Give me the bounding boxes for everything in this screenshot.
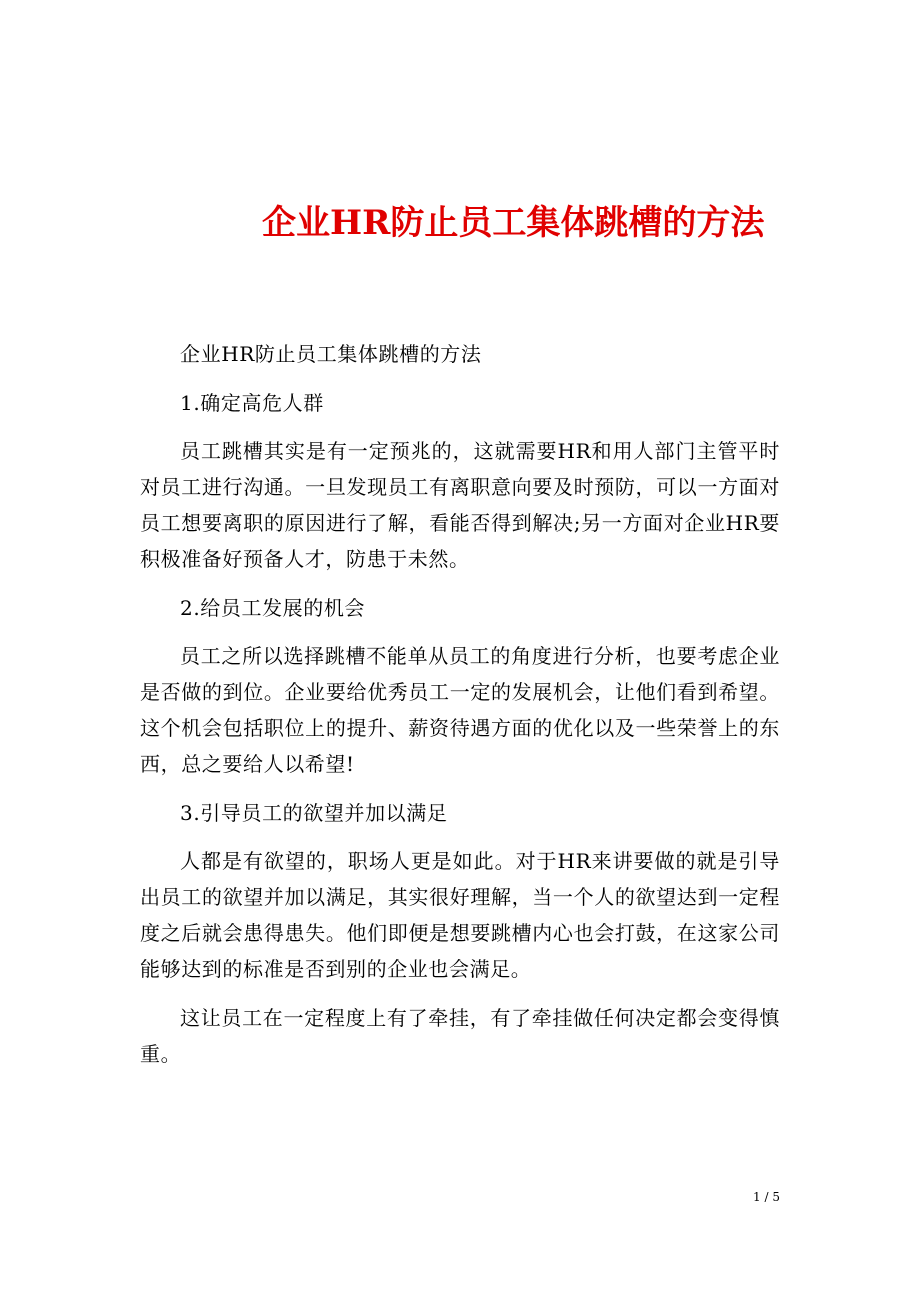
document-title: 企业HR防止员工集体跳槽的方法 (262, 203, 765, 243)
page-number: 1 / 5 (753, 1190, 780, 1204)
closing-paragraph: 这让员工在一定程度上有了牵挂，有了牵挂做任何决定都会变得慎重。 (140, 1005, 780, 1066)
section-heading-2: 2.给员工发展的机会 (180, 595, 366, 620)
section-paragraph-2: 员工之所以选择跳槽不能单从员工的角度进行分析，也要考虑企业是否做的到位。企业要给优秀员工一定的发展机会，让他们看到希望。这个机会包括职位上的提升、薪资待遇方面的优化以及一些荣誉上的东西，总之要给人以希望! (140, 644, 780, 776)
section-paragraph-3: 人都是有欲望的，职场人更是如此。对于HR来讲要做的就是引导出员工的欲望并加以满足，其实很好理解，当一个人的欲望达到一定程度之后就会患得患失。他们即便是想要跳槽内心也会打鼓，在这家公司能够达到的标准是否到别的企业也会满足。 (140, 849, 780, 981)
document-body (140, 336, 780, 1084)
section-heading-3: 3.引导员工的欲望并加以满足 (180, 800, 448, 825)
section-heading-1: 1.确定高危人群 (180, 390, 324, 415)
section-paragraph-1: 员工跳槽其实是有一定预兆的，这就需要HR和用人部门主管平时对员工进行沟通。一旦发现员工有离职意向要及时预防，可以一方面对员工想要离职的原因进行了解，看能否得到解决;另一方面对企业HR要积极准备好预备人才，防患于未然。 (140, 439, 780, 571)
intro-paragraph: 企业HR防止员工集体跳槽的方法 (180, 342, 482, 366)
